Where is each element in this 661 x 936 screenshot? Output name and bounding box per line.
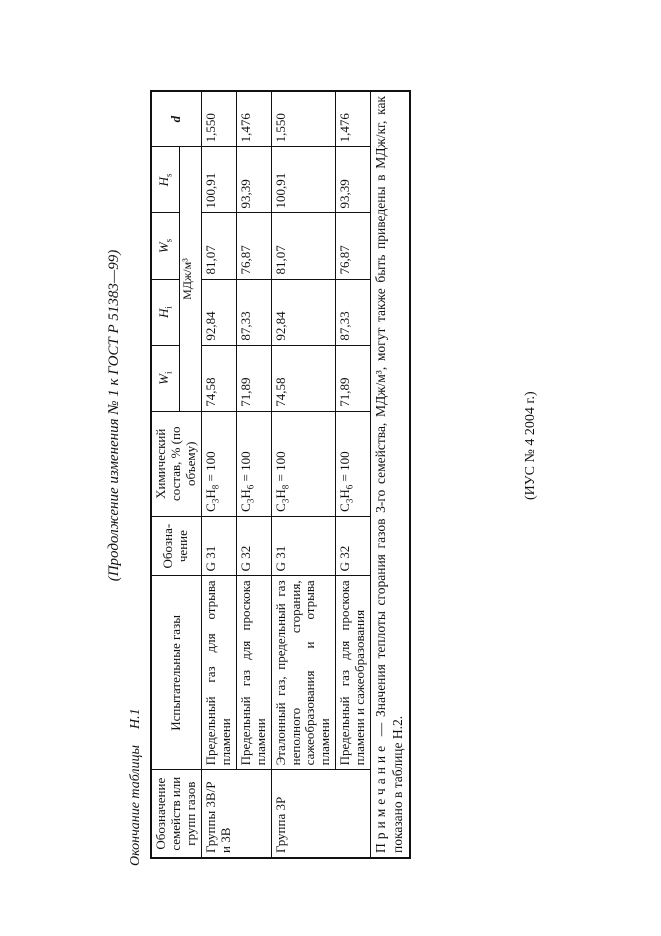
note-label: Примечание xyxy=(373,741,389,853)
gas-name: Эталонный газ, предельный газ неполного сгорания, сажеобразования и отрыва пламени xyxy=(271,576,336,770)
designation: G 31 xyxy=(271,516,336,576)
header-hi: $H_i$ xyxy=(151,279,180,345)
caption-prefix: Окончание таблицы xyxy=(128,745,143,866)
caption-number: Н.1 xyxy=(128,708,143,730)
composition: $C_3H_6 = 100$ xyxy=(236,411,271,516)
value-hi: 92,84 xyxy=(271,279,336,345)
composition: $C_3H_8 = 100$ xyxy=(201,411,236,516)
designation: G 32 xyxy=(236,516,271,576)
table-row xyxy=(236,91,271,858)
value-hi: 87,33 xyxy=(236,279,271,345)
value-hs: 100,91 xyxy=(271,147,336,213)
value-wi: 74,58 xyxy=(271,345,336,411)
value-wi: 71,89 xyxy=(236,345,271,411)
value-hs: 93,39 xyxy=(336,147,371,213)
header-composition: Химический состав, % (по объему) xyxy=(151,411,201,516)
value-hs: 93,39 xyxy=(236,147,271,213)
table-row xyxy=(336,91,371,858)
composition: $C_3H_6 = 100$ xyxy=(336,411,371,516)
gas-name: Предельный газ для проскока пламени xyxy=(236,576,271,770)
value-ws: 81,07 xyxy=(201,213,236,279)
group-name: Группа 3Р xyxy=(271,770,371,858)
table-caption xyxy=(128,708,144,866)
value-d: 1,476 xyxy=(236,91,271,147)
gas-name: Предельный газ для отрыва пламени xyxy=(201,576,236,770)
value-wi: 74,58 xyxy=(201,345,236,411)
value-hi: 87,33 xyxy=(336,279,371,345)
value-ws: 81,07 xyxy=(271,213,336,279)
designation: G 31 xyxy=(201,516,236,576)
value-ws: 76,87 xyxy=(236,213,271,279)
value-d: 1,550 xyxy=(201,91,236,147)
gas-name: Предельный газ для проскока пламени и сажеобразования xyxy=(336,576,371,770)
header-wi: $W_i$ xyxy=(151,345,180,411)
header-d: d xyxy=(151,91,201,147)
designation: G 32 xyxy=(336,516,371,576)
footer-note: (ИУС № 4 2004 г.) xyxy=(523,391,538,500)
value-hs: 100,91 xyxy=(201,147,236,213)
value-hi: 92,84 xyxy=(201,279,236,345)
header-group: Обозначение семейств или групп газов xyxy=(151,770,201,858)
header-ws: $W_s$ xyxy=(151,213,180,279)
gas-table xyxy=(150,90,411,859)
table-row xyxy=(271,91,336,858)
header-hs: $H_s$ xyxy=(151,147,180,213)
table-note xyxy=(371,91,410,858)
note-text: — Значения теплоты сгорания газов 3-го семейства, МДж/м³, могут также быть приведены в МДж/кг, как показано в таблице Н.2. xyxy=(373,96,406,853)
header-note: (Продолжение изменения № 1 к ГОСТ Р 51383—99) xyxy=(106,249,122,582)
composition: $C_3H_8 = 100$ xyxy=(271,411,336,516)
header-designation: Обозна-чение xyxy=(151,516,201,576)
group-name: Группы 3В/Р и 3В xyxy=(201,770,271,858)
value-d: 1,550 xyxy=(271,91,336,147)
header-unit: МДж/м³ xyxy=(180,147,202,411)
table-row xyxy=(201,91,236,858)
value-wi: 71,89 xyxy=(336,345,371,411)
value-d: 1,476 xyxy=(336,91,371,147)
value-ws: 76,87 xyxy=(336,213,371,279)
header-gases: Испытательные газы xyxy=(151,576,201,770)
